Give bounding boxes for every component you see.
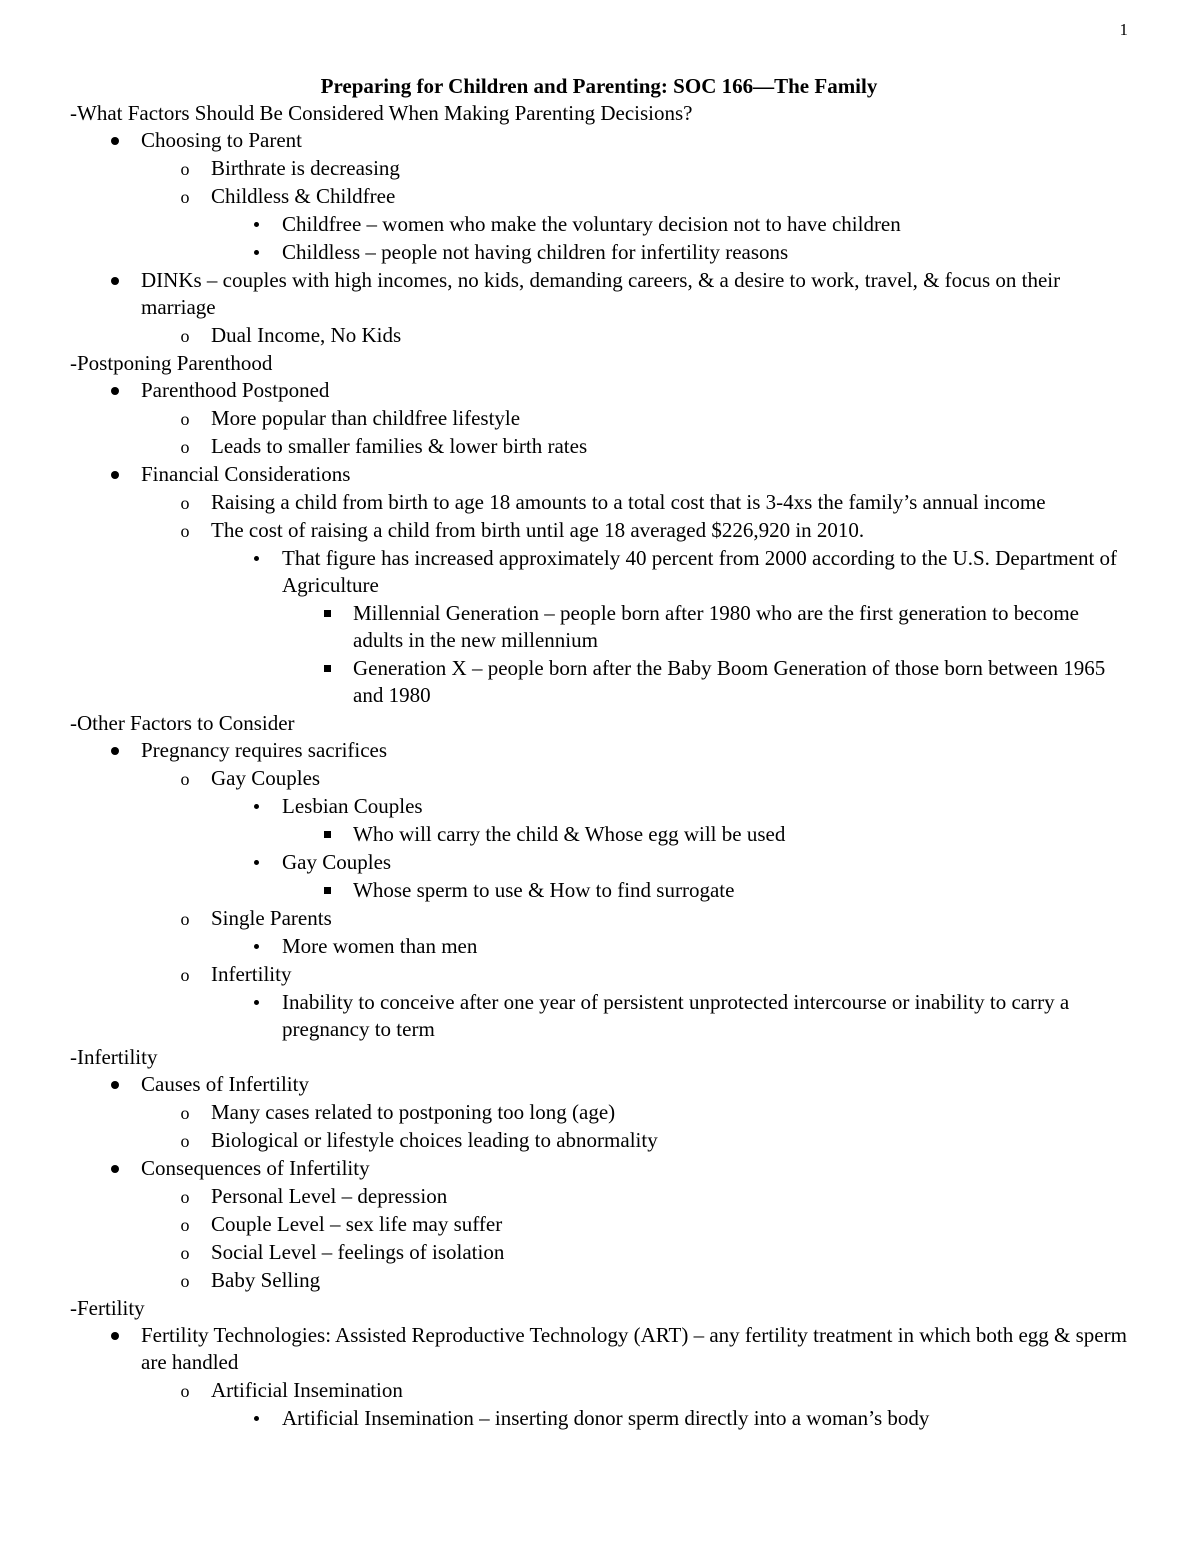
outline-item-level-2 bbox=[180, 489, 1128, 516]
outline-item-level-2 bbox=[180, 433, 1128, 460]
outline-item-level-2 bbox=[180, 1267, 1128, 1294]
square-bullet-icon bbox=[317, 821, 337, 848]
outline-item-text: Gay Couples bbox=[282, 850, 392, 874]
filled-bullet-icon bbox=[105, 127, 125, 154]
outline-item-level-4 bbox=[353, 877, 1128, 904]
filled-bullet-icon bbox=[105, 377, 125, 404]
outline-item-level-4 bbox=[353, 821, 1128, 848]
outline-item-level-1 bbox=[141, 1071, 1128, 1098]
outline-item-text: Childless – people not having children for infertility reasons bbox=[282, 240, 789, 264]
small-bullet-icon bbox=[246, 1405, 266, 1432]
outline-item-text: Biological or lifestyle choices leading to abnormality bbox=[211, 1128, 658, 1152]
outline-item-text: Childless & Childfree bbox=[211, 184, 396, 208]
outline-item-level-1 bbox=[141, 461, 1128, 488]
document-body bbox=[70, 73, 1128, 1433]
outline-item-text: Baby Selling bbox=[211, 1268, 321, 1292]
filled-bullet-icon bbox=[105, 737, 125, 764]
outline-item-text: DINKs – couples with high incomes, no kids, demanding careers, & a desire to work, travel, & focus on their marriage bbox=[141, 268, 1061, 319]
outline-item-text: Millennial Generation – people born after 1980 who are the first generation to become adults in the new millennium bbox=[353, 601, 1079, 652]
outline-item-text: Financial Considerations bbox=[141, 462, 351, 486]
outline-item-level-1 bbox=[141, 737, 1128, 764]
outline-item-level-2 bbox=[180, 1099, 1128, 1126]
hollow-bullet-icon: o bbox=[180, 1187, 190, 1207]
filled-bullet-icon bbox=[105, 1322, 125, 1349]
outline-item-level-3 bbox=[282, 211, 1128, 238]
hollow-bullet-icon: o bbox=[180, 1243, 190, 1263]
outline-item-text: Lesbian Couples bbox=[282, 794, 423, 818]
square-bullet-icon bbox=[317, 877, 337, 904]
small-bullet-icon bbox=[246, 793, 266, 820]
outline-item-text: Raising a child from birth to age 18 amounts to a total cost that is 3-4xs the family’s annual income bbox=[211, 490, 1046, 514]
square-bullet-icon bbox=[317, 655, 337, 682]
section-heading: -Infertility bbox=[70, 1045, 158, 1069]
hollow-bullet-icon: o bbox=[180, 909, 190, 929]
outline-item-level-4 bbox=[353, 655, 1128, 709]
outline-item-level-1 bbox=[141, 1322, 1128, 1376]
document-title: Preparing for Children and Parenting: SOC 166—The Family bbox=[320, 74, 878, 98]
outline-item-level-2 bbox=[180, 961, 1128, 988]
small-bullet-icon bbox=[246, 239, 266, 266]
outline-item-text: Who will carry the child & Whose egg will be used bbox=[353, 822, 786, 846]
page-number: 1 bbox=[1119, 20, 1128, 39]
outline-item-level-3 bbox=[282, 989, 1128, 1043]
outline-item-level-3 bbox=[282, 849, 1128, 876]
hollow-bullet-icon: o bbox=[180, 769, 190, 789]
outline-item-level-2 bbox=[180, 155, 1128, 182]
outline-item-level-2 bbox=[180, 183, 1128, 210]
outline-item-level-2 bbox=[180, 517, 1128, 544]
filled-bullet-icon bbox=[105, 461, 125, 488]
outline-item-text: Artificial Insemination – inserting donor sperm directly into a woman’s body bbox=[282, 1406, 930, 1430]
hollow-bullet-icon: o bbox=[180, 1215, 190, 1235]
outline-item-text: Pregnancy requires sacrifices bbox=[141, 738, 388, 762]
small-bullet-icon bbox=[246, 849, 266, 876]
outline-item-text: Artificial Insemination bbox=[211, 1378, 403, 1402]
outline-item-level-3 bbox=[282, 933, 1128, 960]
outline-item-text: Birthrate is decreasing bbox=[211, 156, 400, 180]
outline-item-text: Many cases related to postponing too long (age) bbox=[211, 1100, 616, 1124]
hollow-bullet-icon: o bbox=[180, 437, 190, 457]
outline-item-level-2 bbox=[180, 1239, 1128, 1266]
small-bullet-icon bbox=[246, 933, 266, 960]
outline-item-level-2 bbox=[180, 322, 1128, 349]
small-bullet-icon bbox=[246, 989, 266, 1016]
small-bullet-icon bbox=[246, 545, 266, 572]
small-bullet-icon bbox=[246, 211, 266, 238]
square-bullet-icon bbox=[317, 600, 337, 627]
filled-bullet-icon bbox=[105, 1155, 125, 1182]
outline-item-level-2 bbox=[180, 1127, 1128, 1154]
outline-item-level-2 bbox=[180, 1211, 1128, 1238]
hollow-bullet-icon: o bbox=[180, 1131, 190, 1151]
outline-item-text: Social Level – feelings of isolation bbox=[211, 1240, 505, 1264]
outline-item-text: Couple Level – sex life may suffer bbox=[211, 1212, 503, 1236]
outline-item-text: The cost of raising a child from birth until age 18 averaged $226,920 in 2010. bbox=[211, 518, 865, 542]
outline-item-text: Inability to conceive after one year of persistent unprotected intercourse or inability to carry a pregnancy to term bbox=[282, 990, 1070, 1041]
outline-item-text: More women than men bbox=[282, 934, 478, 958]
outline-item-text: Childfree – women who make the voluntary decision not to have children bbox=[282, 212, 901, 236]
outline-item-level-2 bbox=[180, 765, 1128, 792]
outline-item-level-3 bbox=[282, 239, 1128, 266]
outline-item-text: Choosing to Parent bbox=[141, 128, 302, 152]
hollow-bullet-icon: o bbox=[180, 1103, 190, 1123]
outline-item-level-2 bbox=[180, 1183, 1128, 1210]
outline-item-text: More popular than childfree lifestyle bbox=[211, 406, 521, 430]
hollow-bullet-icon: o bbox=[180, 187, 190, 207]
outline-item-level-2 bbox=[180, 905, 1128, 932]
outline-item-text: Leads to smaller families & lower birth rates bbox=[211, 434, 588, 458]
hollow-bullet-icon: o bbox=[180, 521, 190, 541]
section-heading: -Postponing Parenthood bbox=[70, 351, 273, 375]
outline-item-text: Dual Income, No Kids bbox=[211, 323, 402, 347]
section-heading: -Other Factors to Consider bbox=[70, 711, 295, 735]
filled-bullet-icon bbox=[105, 267, 125, 294]
outline-item-level-3 bbox=[282, 1405, 1128, 1432]
outline-item-level-2 bbox=[180, 1377, 1128, 1404]
outline-item-text: Fertility Technologies: Assisted Reproductive Technology (ART) – any fertility treatment in which both egg & sperm are handled bbox=[141, 1323, 1127, 1374]
outline-item-text: Gay Couples bbox=[211, 766, 321, 790]
hollow-bullet-icon: o bbox=[180, 409, 190, 429]
outline-item-text: That figure has increased approximately 40 percent from 2000 according to the U.S. Department of Agriculture bbox=[282, 546, 1118, 597]
outline-item-level-4 bbox=[353, 600, 1128, 654]
filled-bullet-icon bbox=[105, 1071, 125, 1098]
outline-item-text: Whose sperm to use & How to find surrogate bbox=[353, 878, 735, 902]
outline-item-level-1 bbox=[141, 1155, 1128, 1182]
hollow-bullet-icon: o bbox=[180, 1381, 190, 1401]
section-heading: -What Factors Should Be Considered When Making Parenting Decisions? bbox=[70, 101, 693, 125]
outline bbox=[70, 100, 1128, 1432]
hollow-bullet-icon: o bbox=[180, 159, 190, 179]
hollow-bullet-icon: o bbox=[180, 493, 190, 513]
hollow-bullet-icon: o bbox=[180, 326, 190, 346]
outline-item-level-1 bbox=[141, 377, 1128, 404]
hollow-bullet-icon: o bbox=[180, 965, 190, 985]
outline-item-text: Personal Level – depression bbox=[211, 1184, 448, 1208]
outline-item-text: Infertility bbox=[211, 962, 292, 986]
outline-item-text: Causes of Infertility bbox=[141, 1072, 309, 1096]
outline-item-text: Consequences of Infertility bbox=[141, 1156, 370, 1180]
section-heading: -Fertility bbox=[70, 1296, 145, 1320]
outline-item-text: Single Parents bbox=[211, 906, 332, 930]
hollow-bullet-icon: o bbox=[180, 1271, 190, 1291]
outline-item-text: Generation X – people born after the Baby Boom Generation of those born between 1965 and 1980 bbox=[353, 656, 1106, 707]
outline-item-level-3 bbox=[282, 545, 1128, 599]
outline-item-level-3 bbox=[282, 793, 1128, 820]
outline-item-text: Parenthood Postponed bbox=[141, 378, 330, 402]
outline-item-level-2 bbox=[180, 405, 1128, 432]
outline-item-level-1 bbox=[141, 267, 1128, 321]
outline-item-level-1 bbox=[141, 127, 1128, 154]
